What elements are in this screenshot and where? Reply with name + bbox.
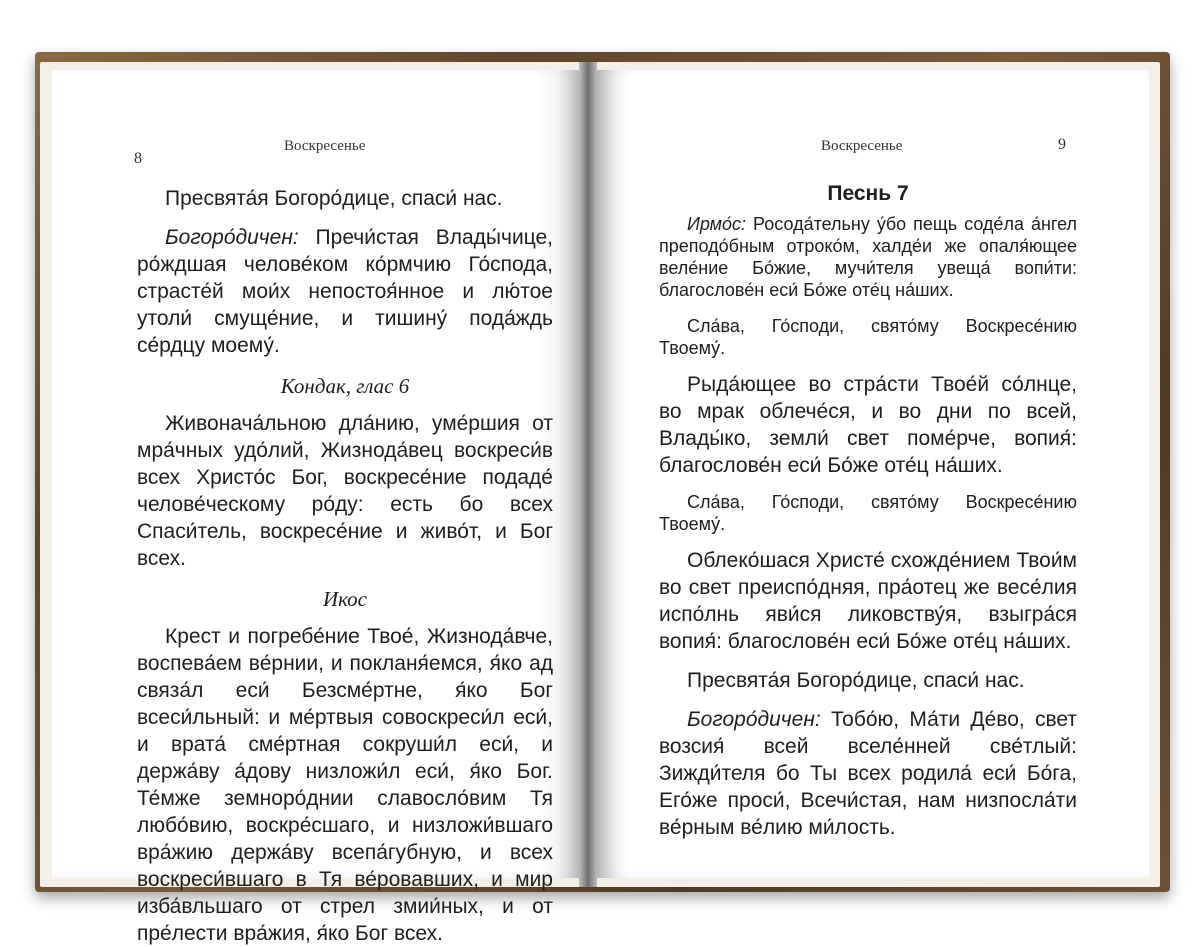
paragraph: Живонача́льною дла́нию, уме́ршия от мра́чных удо́лий, Жизнода́вец воскреси́в всех Христо́с Бог, воскресе́ние подаде́ челове́ческому ро́ду: есть бо всех Спаси́тель, воскресе́ние и живо́т, и Бог всех. (137, 412, 553, 570)
theotokion-text: Тобо́ю, Ма́ти Де́во, свет возсия́ всей вселе́нней све́тлый: Зижди́теля бо Ты всех родила́ еси́ Бо́га, Его́же проси́, Всечи́стая, нам низпосла́ти ве́рным ве́лию ми́лость. (659, 708, 1077, 839)
theotokion-label: Богоро́дичен: (165, 226, 299, 249)
paragraph: Пресвята́я Богоро́дице, спаси́ нас. (165, 187, 503, 210)
kontakion-heading: Кондак, глас 6 (280, 374, 410, 398)
left-page (52, 70, 579, 945)
ode-heading: Песнь 7 (827, 182, 909, 205)
irmos-label: Ирмо́с: (687, 214, 747, 234)
theotokion-label: Богоро́дичен: (687, 708, 821, 731)
ikos-heading: Икос (322, 587, 367, 611)
right-page (597, 70, 1149, 878)
running-head: Воскресенье (821, 138, 903, 154)
theotokion-text: Пречи́стая Влады́чице, ро́ждшая челове́ком ко́рмчию Го́спода, страсте́й мои́х непостоя́нное и лю́тое утоли́ смуще́ние, и тишину́ пода́ждь се́рдцу моему́. (137, 226, 553, 357)
right-page-body (659, 180, 1077, 841)
paragraph: Крест и погребе́ние Твое́, Жизнода́вче, воспева́ем ве́рнии, и покланя́емся, я́ко ад связа́л еси́ Безсме́ртне, я́ко Бог всеси́льный: и ме́ртвыя совоскреси́л еси́, и врата́ сме́ртная сокруши́л еси́, и держа́ву а́дову низложи́л еси́, я́ко Бог. Те́мже земноро́днии славосло́вим Тя любо́вию, воскре́сшаго, и низложи́вшаго вра́жию держа́ву всепа́губную, и всех воскреси́вшаго в Тя ве́ровавших, и мир изба́вльшаго от стрел змии́ных, и от пре́лести вра́жия, я́ко Бог всех. (137, 625, 553, 945)
refrain: Сла́ва, Го́споди, свято́му Воскресе́нию Твоему́. (659, 492, 1077, 534)
left-page-body (137, 185, 553, 947)
irmos-text: Росода́тельну у́бо пещь соде́ла а́нгел преподо́бным отроко́м, халде́и же опаля́ющее веле́ние Бо́жие, мучи́теля увеща́ вопи́ти: благослове́н еси́ Бо́же оте́ц на́ших. (659, 214, 1077, 300)
page-number: 8 (134, 150, 142, 167)
refrain: Сла́ва, Го́споди, свято́му Воскресе́нию Твоему́. (659, 316, 1077, 358)
paragraph (659, 706, 1077, 841)
paragraph (137, 224, 553, 359)
running-head: Воскресенье (284, 138, 366, 154)
paragraph: Рыда́ющее во стра́сти Твое́й со́лнце, во мрак облече́ся, и во дни по всей, Влады́ко, земли́ свет поме́рче, вопия́: благослове́н еси́ Бо́же оте́ц на́ших. (659, 373, 1077, 477)
page-number: 9 (1058, 136, 1066, 153)
book-spine-gutter (579, 62, 597, 887)
irmos-paragraph (659, 213, 1077, 301)
paragraph: Облеко́шася Христе́ схожде́нием Твои́м во свет преиспо́дняя, пра́отец же весе́лия испо́лнь яви́ся ликовству́я, взыгра́ся вопия́: благослове́н еси́ Бо́же оте́ц на́ших. (659, 549, 1077, 653)
paragraph: Пресвята́я Богоро́дице, спаси́ нас. (687, 669, 1025, 692)
